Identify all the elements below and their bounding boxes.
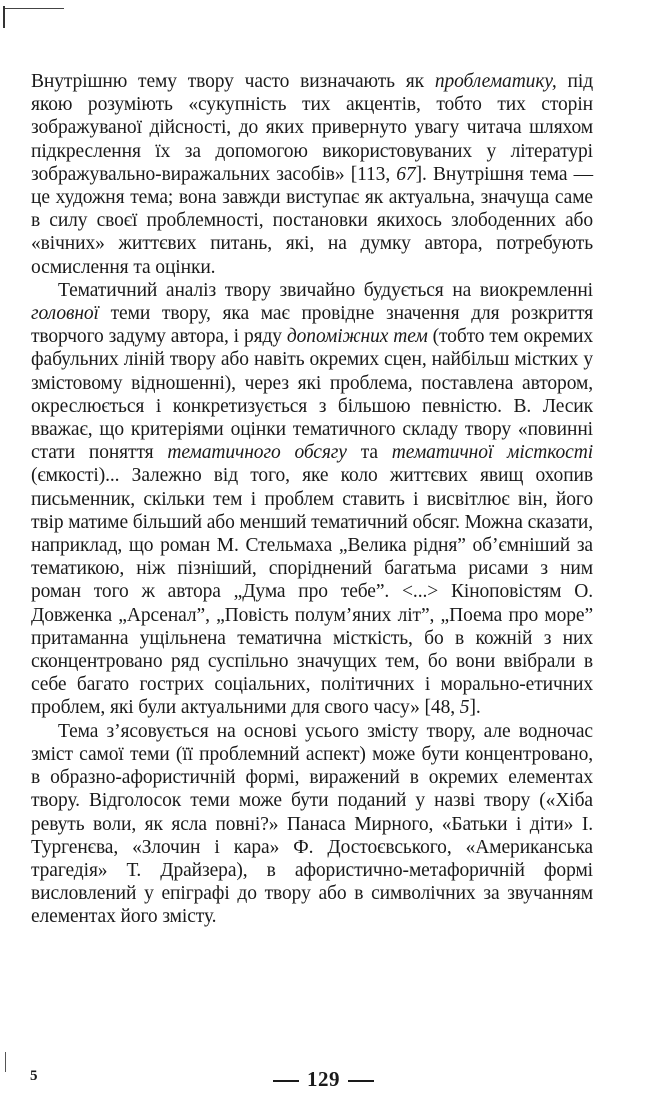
folio-dash-right	[348, 1080, 374, 1082]
paragraph	[31, 70, 593, 279]
italic-term: головної	[31, 303, 99, 325]
text-run: ].	[469, 697, 481, 719]
corner-rule	[4, 8, 64, 9]
text-run: (ємкості)... Залежно від того, яке коло життєвих явищ охопив письменник, скільки тем і проблем ставить і висвітлює він, його твір матиме більший або менший тематичний обсяг. Можна сказати, наприклад, що роман М. Стельмаха „Велика рідня” об’ємніший за тематикою, ніж пізніший, споріднений багатьма рисами з ним роман того ж автора „Дума про тебе”. <...> Кіноповістям О. Довженка „Арсенал”, „Повість полум’яних літ”, „Поема про море” притаманна ущільнена тематична місткість, бо в кожній з них сконцентровано ряд суспільно значущих тем, бо вони ввібрали в себе багато гострих соціальних, політичних і морально-етичних проблем, які були актуальними для свого часу» [48,	[31, 465, 593, 719]
folio-dash-left	[273, 1080, 299, 1082]
italic-term: 67	[396, 163, 416, 185]
corner-scan-mark	[0, 0, 66, 30]
italic-term: допоміжних тем	[286, 326, 428, 348]
corner-tick	[3, 6, 9, 28]
margin-number: 5	[30, 1068, 38, 1084]
paragraph	[31, 720, 593, 929]
text-run: ]. Внутрішня тема — це художня тема; вона завжди виступає як актуальна, значуща саме в силу своєї проблемності, постановки якихось злободенних або «вічних» життєвих питань, які, на думку автора, потребують осмислення та оцінки.	[31, 163, 593, 278]
text-run: та	[346, 442, 392, 464]
italic-term: проблематику,	[434, 71, 557, 92]
italic-term: тематичного обсягу	[167, 442, 347, 464]
text-run: Тематичний аналіз твору звичайно будується на виокремленні	[58, 279, 593, 301]
body-text	[31, 70, 593, 929]
paragraph	[31, 279, 593, 720]
text-run: (тобто тем окремих фабульних ліній твору або навіть окремих сцен, найбільш місткиx у змістовому відношенні), через які проблема, поставлена автором, окреслюється і конкретизується з більшою певністю. В. Лесик вважає, що критеріями оцінки тематичного складу твору «повинні стати поняття	[31, 326, 594, 464]
text-run: під якою розуміють «сукупність тих акцентів, тобто тих сторін зображуваної дійсності, до яких привернуто увагу читача шляхом підкреслення їх за допомогою використовуваних у літературі зображувально-виражальних засобів» [113,	[31, 71, 594, 185]
italic-term: тематичної місткості	[391, 442, 594, 464]
page-number-footer	[0, 1067, 647, 1092]
text-run: теми твору, яка має провідне значення для розкриття творчого задуму автора, і ряду	[31, 303, 593, 348]
text-run: Тема з’ясовується на основі усього змісту твору, але водночас зміст самої теми (її проблемний аспект) може бути концентровано, в образно-афористичній формі, виражений в окремих елементах твору. Відголосок теми може бути поданий у назві твору («Хіба ревуть воли, як ясла повні?» Панаса Мирного, «Батьки і діти» І. Тургенєва, «Злочин і кара» Ф. Достоєвського, «Американська трагедія» Т. Драйзера), в афористично-метафоричній формі висловлений у епіграфі до твору або в символічних за звучанням елементах його змісту.	[31, 720, 593, 928]
page-number: 129	[307, 1067, 340, 1091]
text-run: Внутрішню тему твору часто визначають як	[31, 71, 435, 92]
italic-term: 5	[459, 697, 470, 719]
